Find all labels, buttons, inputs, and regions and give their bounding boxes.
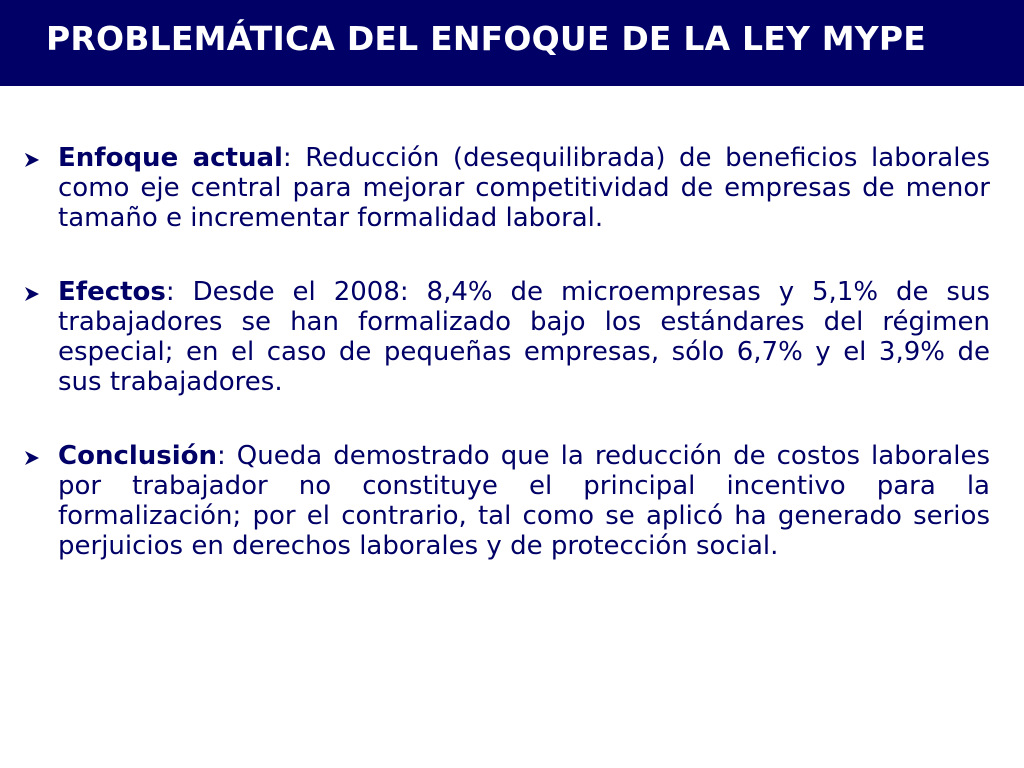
bullet-text bbox=[58, 277, 990, 397]
bullet-heading: Efectos bbox=[58, 277, 166, 307]
bullet-body: : Queda demostrado que la reducción de costos laborales por trabajador no constituye el principal incentivo para la formalización; por el contrario, tal como se aplicó ha generado serios perjuicios en derechos laborales y de protección social. bbox=[58, 441, 990, 561]
bullet-item-enfoque-actual bbox=[24, 143, 990, 233]
bullet-heading: Conclusión bbox=[58, 441, 218, 471]
arrowhead-bullet-icon bbox=[24, 152, 40, 168]
bullet-list bbox=[24, 143, 990, 605]
bullet-body: : Desde el 2008: 8,4% de microempresas y 5,1% de sus trabajadores se han formalizado bajo los estándares del régimen especial; en el caso de pequeñas empresas, sólo 6,7% y el 3,9% de sus trabajadores. bbox=[58, 277, 990, 397]
bullet-text bbox=[58, 441, 990, 561]
slide-title: PROBLEMÁTICA DEL ENFOQUE DE LA LEY MYPE bbox=[46, 19, 927, 58]
arrowhead-bullet-icon bbox=[24, 450, 40, 466]
bullet-text bbox=[58, 143, 990, 233]
bullet-body: : Reducción (desequilibrada) de beneficios laborales como eje central para mejorar competitividad de empresas de menor tamaño e incrementar formalidad laboral. bbox=[58, 143, 990, 233]
bullet-item-efectos bbox=[24, 277, 990, 397]
title-bar bbox=[0, 0, 1024, 86]
arrowhead-bullet-icon bbox=[24, 286, 40, 302]
bullet-heading: Enfoque actual bbox=[58, 143, 283, 173]
bullet-item-conclusion bbox=[24, 441, 990, 561]
